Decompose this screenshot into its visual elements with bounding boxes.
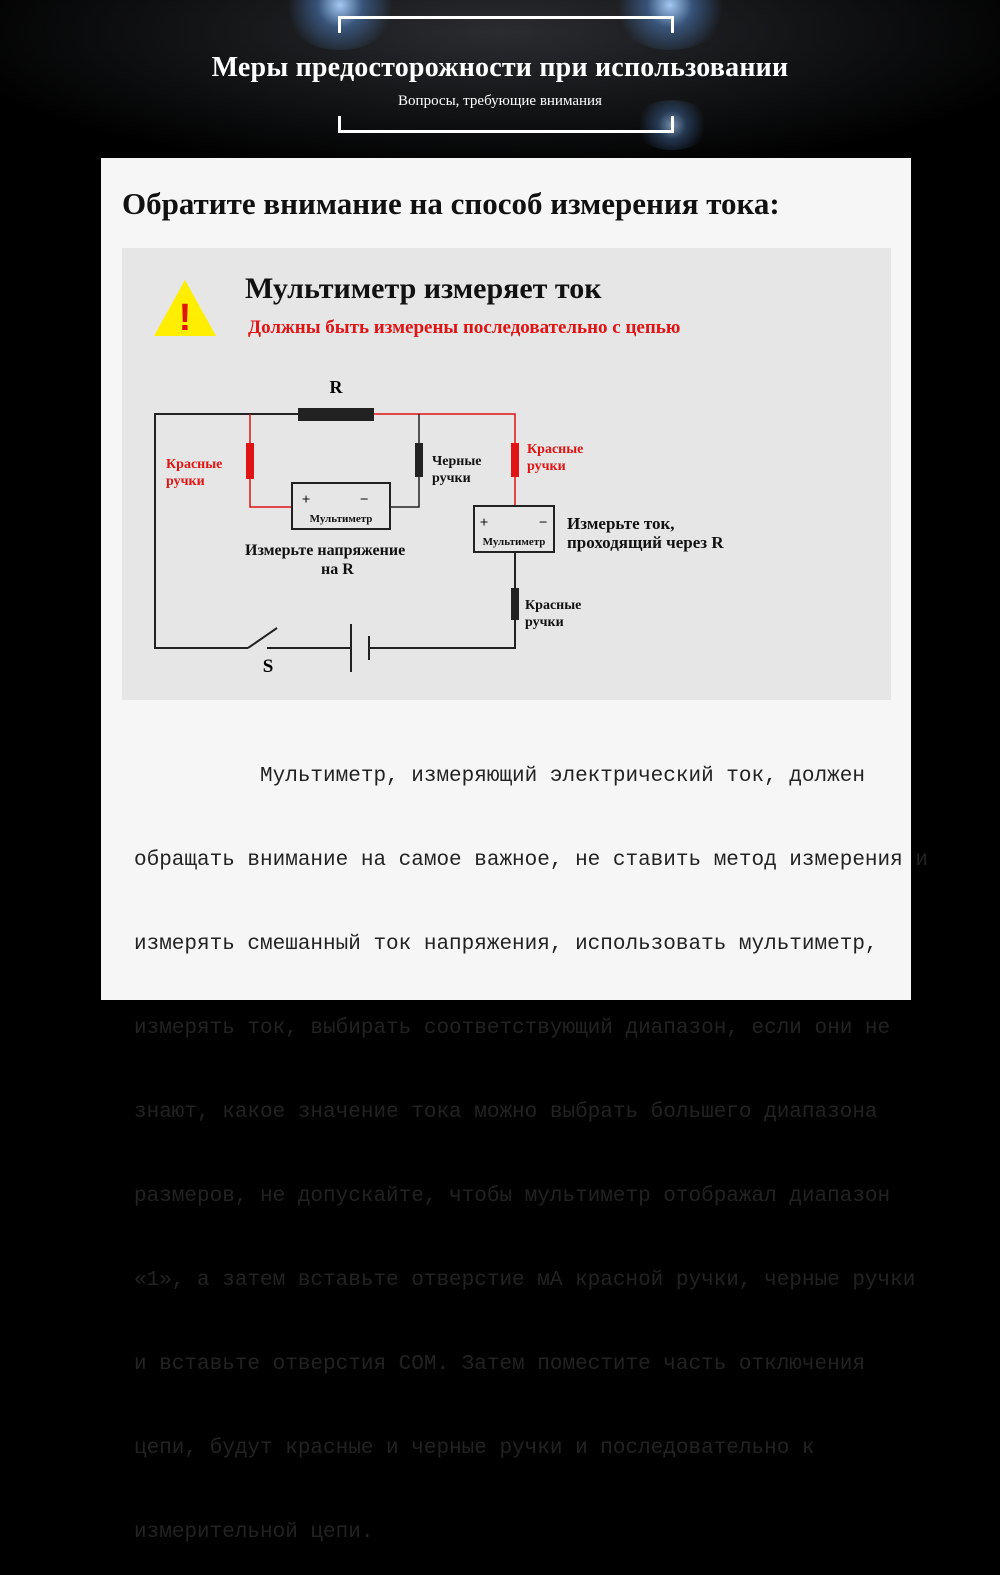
- right-top-probe-label-line2: ручки: [527, 459, 566, 474]
- right-bottom-probe-label-line1: Красные: [525, 598, 582, 613]
- meter2-label: Мультиметр: [482, 536, 546, 548]
- black-probe-label-line2: ручки: [432, 471, 471, 486]
- body-line: «1», а затем вставьте отверстие мА красной ручки, черные ручки: [134, 1269, 916, 1292]
- meter2-minus-sign: −: [538, 515, 548, 531]
- wire-resistor-to-right-probe: [374, 414, 515, 443]
- body-line: измерять смешанный ток напряжения, использовать мультиметр,: [134, 933, 878, 956]
- black-probe-label-line1: Черные: [432, 454, 482, 469]
- voltage-caption-line2: на R: [321, 561, 354, 578]
- wire-left-probe-to-meter1: [250, 479, 292, 507]
- body-line: знают, какое значение тока можно выбрать большего диапазона: [134, 1101, 878, 1124]
- body-line: цепи, будут красные и черные ручки и последовательно к: [134, 1437, 815, 1460]
- header-bracket-bottom: [338, 116, 674, 133]
- current-caption-line1: Измерьте ток,: [567, 514, 675, 533]
- diagram-subtitle: Должны быть измерены последовательно с цепью: [248, 317, 681, 338]
- right-top-probe-label-line1: Красные: [527, 442, 584, 457]
- wire-black-probe-to-meter1: [390, 477, 419, 507]
- wire-battery-right: [369, 548, 515, 648]
- circuit-schematic: [122, 248, 891, 700]
- resistor-label: R: [329, 377, 343, 397]
- left-red-probe: [246, 443, 254, 479]
- current-caption-line2: проходящий через R: [567, 533, 724, 552]
- page-subtitle: Вопросы, требующие внимания: [398, 93, 602, 109]
- left-probe-label-line1: Красные: [166, 457, 223, 472]
- body-line: обращать внимание на самое важное, не ставить метод измерения и: [134, 849, 928, 872]
- voltage-caption-line1: Измерьте напряжение: [245, 542, 406, 559]
- body-line: измерять ток, выбирать соответствующий диапазон, если они не: [134, 1017, 891, 1040]
- header-bracket-top: [338, 16, 674, 33]
- body-line: размеров, не допускайте, чтобы мультиметр отображал диапазон: [134, 1185, 891, 1208]
- right-bottom-probe-label-line2: ручки: [525, 615, 564, 630]
- diagram-title: Мультиметр измеряет ток: [245, 272, 602, 305]
- resistor: [298, 408, 374, 421]
- wire-left-loop: [155, 414, 298, 648]
- meter1-label: Мультиметр: [309, 513, 373, 525]
- warning-exclamation: !: [178, 297, 192, 338]
- right-red-probe-top: [511, 443, 519, 477]
- meter1-minus-sign: −: [359, 492, 369, 508]
- right-bottom-probe: [511, 588, 519, 620]
- left-probe-label-line2: ручки: [166, 474, 205, 489]
- body-line: и вставьте отверстия COM. Затем поместите часть отключения: [134, 1353, 865, 1376]
- black-probe: [415, 443, 423, 477]
- body-line: Мультиметр, измеряющий электрический ток, должен: [134, 765, 865, 788]
- switch-blade: [248, 628, 277, 648]
- switch-label: S: [262, 656, 274, 677]
- body-line: измерительной цепи.: [134, 1521, 374, 1544]
- page-title: Меры предосторожности при использовании: [211, 52, 789, 83]
- meter1-plus-sign: +: [301, 492, 311, 508]
- meter2-plus-sign: +: [479, 515, 489, 531]
- body-paragraph: [134, 707, 928, 1575]
- section-heading: Обратите внимание на способ измерения тока:: [122, 186, 780, 221]
